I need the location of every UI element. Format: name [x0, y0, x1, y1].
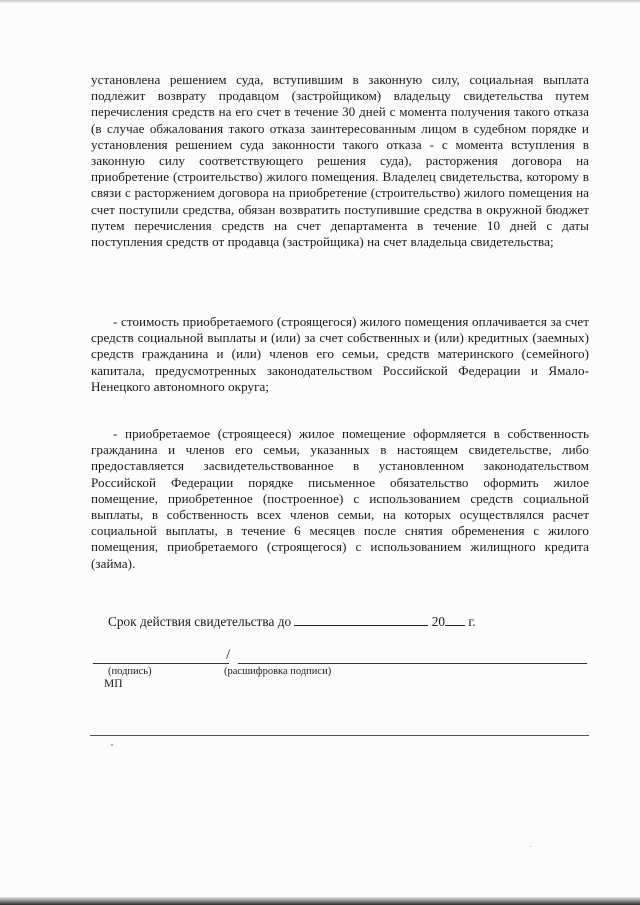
validity-label: Срок действия свидетельства до: [108, 614, 292, 629]
validity-year-suffix: г.: [468, 614, 476, 629]
scan-bottom-edge: [0, 897, 640, 905]
signature-decode-label: (расшифровка подписи): [224, 666, 332, 677]
paragraph-cost-payment: - стоимость приобретаемого (строящегося) жилого помещения оплачивается за счет средств социальной выплаты и (или) за счет собственных и (или) кредитных (заемных) средств гражданина и (или) членов его семьи, средств материнского (семейного) капитала, предусмотренных законодательством Российской Федерации и Ямало-Ненецкого автономного округа;: [91, 314, 589, 394]
validity-year-field: [445, 613, 465, 626]
scan-speck: [530, 846, 531, 847]
validity-date-field: [294, 613, 428, 626]
signature-line: [93, 663, 229, 664]
validity-year-prefix: 20: [431, 614, 446, 629]
scan-speck: [111, 744, 113, 746]
stamp-label: МП: [104, 678, 123, 690]
validity-line: [108, 613, 476, 630]
paragraph-ownership: - приобретаемое (строящееся) жилое помещение оформляется в собственность гражданина и членов его семьи, указанных в настоящем свидетельстве, либо предоставляется засвидетельствованное в установленном законодательством Российской Федерации порядке письменное обязательство оформить жилое помещение, приобретенное (построенное) с использованием средств социальной выплаты, в собственность всех членов семьи, на которых осуществлялся расчет социальной выплаты, в течение 6 месяцев после снятия обременения с жилого помещения, приобретаемого (строящегося) с использованием жилищного кредита (займа).: [91, 426, 589, 571]
paragraph-conditions-continued: установлена решением суда, вступившим в законную силу, социальная выплата подлежит возврату продавцом (застройщиком) владельцу свидетельства путем перечисления средств на его счет в течение 30 дней с момента получения такого отказа (в случае обжалования такого отказа заинтересованным лицом в судебном порядке и установления решением суда законности такого отказа - с момента вступления в законную силу соответствующего решения суда), расторжения договора на приобретение (строительство) жилого помещения. Владелец свидетельства, которому в связи с расторжением договора на приобретение (строительство) жилого помещения на счет поступили средства, обязан возвратить поступившие средства в окружной бюджет путем перечисления средств на счет департамента в течение 10 дней с даты поступления средств от продавца (застройщика) на счет владельца свидетельства;: [91, 72, 589, 250]
signature-separator: /: [226, 647, 231, 663]
scan-top-edge: [0, 0, 640, 3]
signature-decode-line: [238, 663, 587, 664]
bottom-divider: [90, 735, 589, 736]
signature-label: (подпись): [108, 666, 152, 677]
